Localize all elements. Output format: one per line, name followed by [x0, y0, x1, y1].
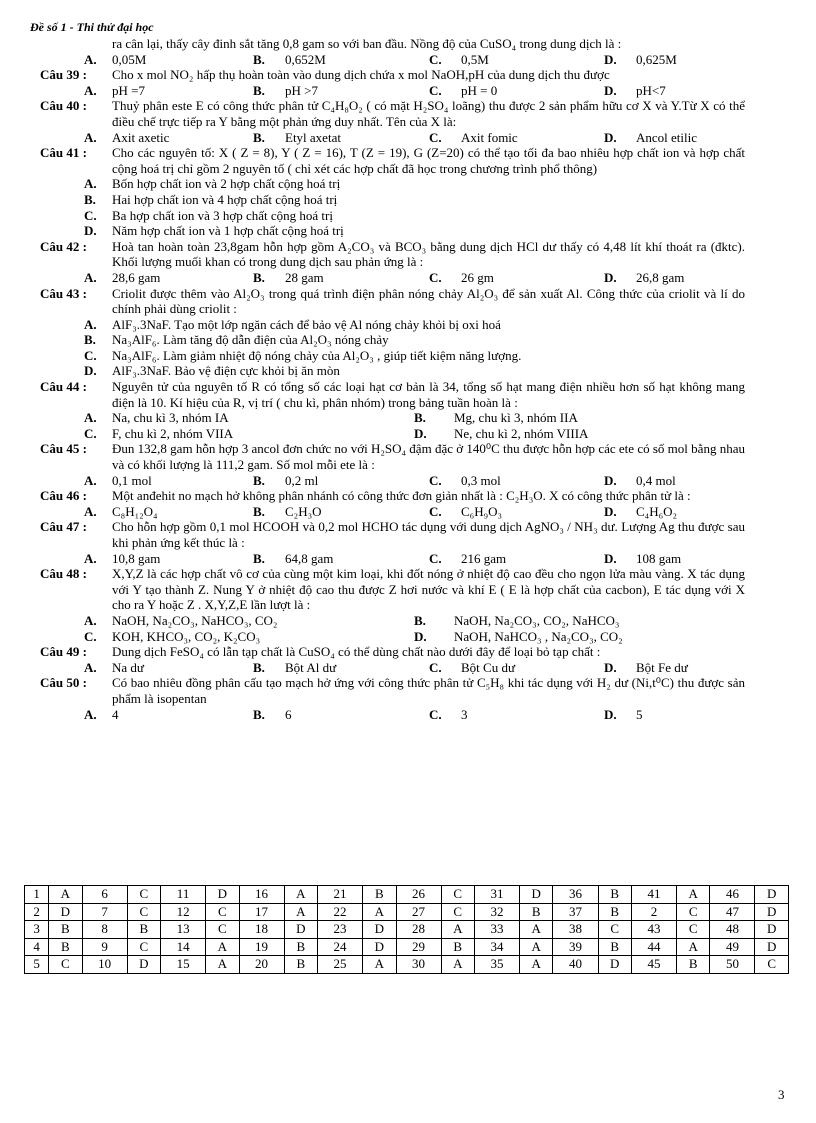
table-cell: D: [755, 903, 789, 921]
table-cell: B: [284, 956, 317, 974]
table-cell: 43: [631, 921, 676, 939]
table-cell: B: [598, 886, 631, 904]
table-cell: B: [363, 886, 396, 904]
option-text: 0,5M: [461, 51, 489, 67]
table-cell: 41: [631, 886, 676, 904]
table-cell: 14: [161, 938, 206, 956]
table-cell: B: [49, 921, 82, 939]
table-cell: C: [127, 938, 160, 956]
table-cell: B: [441, 938, 474, 956]
table-cell: 9: [82, 938, 127, 956]
table-cell: 24: [318, 938, 363, 956]
table-cell: B: [677, 956, 710, 974]
table-cell: 2: [631, 903, 676, 921]
table-cell: A: [520, 921, 553, 939]
question-40: Câu 40 : Thuỷ phân este E có công thức phân tử C₄H₈O₂ ( có mặt H₂SO₄ loãng) thu được 2 sản phẩm hữu cơ X và Y.Từ X có thể điều chế trực tiếp ra Y bằng một phản ứng duy nhất. Tên của X là:: [40, 98, 745, 129]
table-cell: 33: [474, 921, 519, 939]
table-cell: C: [206, 903, 239, 921]
question-49: Câu 49 : Dung dịch FeSO₄ có lẫn tạp chất là CuSO₄ có thể dùng chất nào dưới đây để loại bỏ tạp chất :: [40, 644, 601, 660]
table-cell: C: [127, 886, 160, 904]
table-cell: 32: [474, 903, 519, 921]
table-cell: 31: [474, 886, 519, 904]
table-cell: B: [127, 921, 160, 939]
table-cell: A: [206, 956, 239, 974]
table-row: [25, 886, 789, 904]
option-text: 0,05M: [112, 51, 147, 67]
table-cell: 17: [239, 903, 284, 921]
table-cell: A: [677, 886, 710, 904]
table-cell: A: [49, 886, 82, 904]
table-cell: C: [677, 921, 710, 939]
table-cell: D: [755, 938, 789, 956]
table-cell: 27: [396, 903, 441, 921]
question-46: Câu 46 : Một anđehit no mạch hở không phân nhánh có công thức đơn giản nhất là : C₂H₃O. X có công thức phân tử là :: [40, 488, 691, 504]
table-cell: 26: [396, 886, 441, 904]
table-cell: D: [755, 886, 789, 904]
table-cell: 5: [25, 956, 49, 974]
table-row: [25, 938, 789, 956]
table-cell: 47: [710, 903, 755, 921]
table-cell: C: [441, 886, 474, 904]
table-cell: D: [284, 921, 317, 939]
table-cell: A: [520, 938, 553, 956]
table-cell: 20: [239, 956, 284, 974]
table-cell: 10: [82, 956, 127, 974]
table-cell: 3: [25, 921, 49, 939]
options-46: A. C₈H₁₂O₄ B. C₂H₃O C. C₆H₉O₃ D. C₄H₆O₂: [84, 503, 678, 519]
options-45: A. 0,1 mol B. 0,2 ml C. 0,3 mol D. 0,4 mol: [84, 472, 676, 488]
table-cell: D: [363, 938, 396, 956]
table-cell: 37: [553, 903, 598, 921]
table-cell: 49: [710, 938, 755, 956]
table-cell: D: [520, 886, 553, 904]
table-cell: C: [206, 921, 239, 939]
table-cell: A: [441, 956, 474, 974]
table-cell: 7: [82, 903, 127, 921]
table-cell: 21: [318, 886, 363, 904]
table-cell: 39: [553, 938, 598, 956]
table-cell: 46: [710, 886, 755, 904]
table-row: [25, 956, 789, 974]
options-49: A. Na dư B. Bột Al dư C. Bột Cu dư D. Bột Fe dư: [84, 659, 688, 675]
table-cell: C: [441, 903, 474, 921]
table-cell: B: [598, 903, 631, 921]
question-42: Câu 42 : Hoà tan hoàn toàn 23,8gam hỗn hợp gồm A₂CO₃ và BCO₃ bằng dung dịch HCl dư thấy có 4,48 lít khí thoát ra (đktc). Khối lượng muối khan có trong dung dịch sau phản ứng là :: [40, 238, 745, 270]
table-cell: B: [284, 938, 317, 956]
question-39: Câu 39 : Cho x mol NO₂ hấp thụ hoàn toàn vào dung dịch chứa x mol NaOH,pH của dung dịch thu được: [40, 67, 610, 83]
table-cell: 4: [25, 938, 49, 956]
table-cell: 1: [25, 886, 49, 904]
options-40: A. Axit axetic B. Etyl axetat C. Axit fomic D. Ancol etilic: [84, 129, 698, 145]
table-row: [25, 921, 789, 939]
options-42: A. 28,6 gam B. 28 gam C. 26 gm D. 26,8 gam: [84, 269, 685, 285]
question-48: Câu 48 : X,Y,Z là các hợp chất vô cơ của cùng một kim loại, khi đốt nóng ở nhiệt độ cao đều cho ngọn lửa màu vàng. X tác dụng với Y tạo thành Z. Nung Y ở nhiệt độ cao thu được Z hơi nước và khí E ( E là hợp chất của cacbon), E tác dụng với X cho ra Y hoặc Z . X,Y,Z,E lần lượt là :: [40, 566, 745, 613]
table-cell: 18: [239, 921, 284, 939]
table-cell: 35: [474, 956, 519, 974]
table-cell: D: [127, 956, 160, 974]
table-cell: A: [363, 956, 396, 974]
table-cell: A: [363, 903, 396, 921]
table-cell: 30: [396, 956, 441, 974]
page-number: 3: [778, 1087, 785, 1102]
question-list: ra cân lại, thấy cây đinh sắt tăng 0,8 gam so với ban đầu. Nồng độ của CuSO₄ trong dung dịch là : A. 0,05M B. 0,652M C. 0,5M D. 0,625M Câu 39 : Cho x mol NO₂ hấp thụ hoàn toàn vào dung dịch chứa x mol NaOH,pH của dung dịch thu được A. pH =7 B. pH >7 C. pH = 0 D. pH<7 Câu 40 : Thuỷ phân este E có công thức phân tử C₄H₈O₂ ( có mặt H₂SO₄ loãng) thu được 2 sản phẩm hữu cơ X và Y.Từ X có thể điều chế trực tiếp ra Y bằng một phản ứng duy nhất. Tên của X là: A. Axit axetic B. Etyl axetat C. Axit fomic D. Ancol etilic Câu 41 : Cho các nguyên tố: X ( Z = 8), Y ( Z = 16), T (Z = 19), G (Z=20) có thể tạo tối đa bao nhiêu hợp chất ion và hợp chất cộng hoá trị chỉ gồm 2 nguyên tố ( chỉ xét các hợp chất đã học trong chương trình phổ thông) A. Bốn hợp chất ion và 2 hợp chất cộng hoá trị B. Hai hợp chất ion và 4 hợp chất cộng hoá trị C. Ba hợp chất ion và 3 hợp chất cộng hoá trị D. Năm hợp chất ion và 1 hợp chất cộng hoá trị Câu 42 : Hoà tan hoàn toàn 23,8gam hỗn hợp gồm A₂CO₃ và BCO₃ bằng dung dịch HCl dư thấy có 4,48 lít khí thoát ra (đktc). Khối lượng muối khan có trong dung dịch sau phản ứng là : A. 28,6 gam B. 28 gam C. 26 gm D. 26,8 gam Câu 43 : Criolit được thêm vào Al₂O₃ trong quá trình điện phân nóng chảy Al₂O₃ để sản xuất Al. Công thức của criolit và lí do chính phải dùng criolit : A. AlF₃.3NaF. Tạo một lớp ngăn cách để bảo vệ Al nóng chảy khỏi bị oxi hoá B. Na₃AlF₆. Làm tăng độ dẫn điện của Al₂O₃ nóng chảy C. Na₃AlF₆. Làm giảm nhiệt độ nóng chảy của Al₂O₃ , giúp tiết kiệm năng lượng. D. AlF₃.3NaF. Bảo vệ điện cực khỏi bị ăn mòn Câu 44 : Nguyên tử của nguyên tố R có tổng số các loại hạt cơ bản là 34, tổng số hạt mang điện nhiều hơn số hạt không mang điện là 10. Kí hiệu của R, vị trí ( chu kì, phân nhóm) trong bảng tuần hoàn là : A. Na, chu kì 3, nhóm IA B. Mg, chu kì 3, nhóm IIA C. F, chu kì 2, nhóm VIIA D. Ne, chu kì 2, nhóm VIIIA Câu 45 : Đun 132,8 gam hỗn hợp 3 ancol đơn chức no với H₂SO₄ đậm đặc ở 140⁰C thu được hỗn hợp các ete có số mol bằng nhau và có khối lượng là 111,2 gam. Số mol mỗi ete là : A. 0,1 mol B. 0,2 ml C. 0,3 mol D. 0,4 mol Câu 46 : Một anđehit no mạch hở không phân nhánh có công thức đơn giản nhất là : C₂H₃O. X có công thức phân tử là : A. C₈H₁₂O₄ B. C₂H₃O C. C₆H₉O₃ D. C₄H₆O₂ Câu 47 : Cho hỗn hợp gồm 0,1 mol HCOOH và 0,2 mol HCHO tác dụng với dung dịch AgNO₃ / NH₃ dư. Lượng Ag thu được sau khi phản ứng kết thúc là : A. 10,8 gam B. 64,8 gam C. 216 gam D. 108 gam Câu 48 : X,Y,Z là các hợp chất vô cơ của cùng một kim loại, khi đốt nóng ở nhiệt độ cao đều cho ngọn lửa màu vàng. X tác dụng với Y tạo thành Z. Nung Y ở nhiệt độ cao thu được Z hơi nước và khí E ( E là hợp chất của cacbon), E tác dụng với X cho ra Y hoặc Z . X,Y,Z,E lần lượt là : A. NaOH, Na₂CO₃, NaHCO₃, CO₂ B. NaOH, Na₂CO₃, CO₂, NaHCO₃ C. KOH, KHCO₃, CO₂, K₂CO₃ D. NaOH, NaHCO₃ , Na₂CO₃, CO₂ Câu 49 : Dung dịch FeSO₄ có lẫn tạp chất là CuSO₄ có thể dùng chất nào dưới đây để loại bỏ tạp chất : A. Na dư B. Bột Al dư C. Bột Cu dư D. Bột Fe dư Câu 50 : Có bao nhiêu đồng phân cấu tạo mạch hở ứng với công thức phân tử C₅H₈ khi tác dụng với H₂ dư (Ni,t⁰C) thu được sản phẩm là isopentan A. 4 B. 6 C. 3 D. 5: [40, 36, 745, 722]
table-cell: D: [598, 956, 631, 974]
intro-options: A. 0,05M B. 0,652M C. 0,5M D. 0,625M: [84, 51, 677, 67]
table-cell: 34: [474, 938, 519, 956]
table-cell: D: [363, 921, 396, 939]
question-43: Câu 43 : Criolit được thêm vào Al₂O₃ trong quá trình điện phân nóng chảy Al₂O₃ để sản xuất Al. Công thức của criolit và lí do chính phải dùng criolit :: [40, 285, 745, 317]
table-cell: 29: [396, 938, 441, 956]
table-cell: C: [598, 921, 631, 939]
table-cell: 23: [318, 921, 363, 939]
table-cell: 40: [553, 956, 598, 974]
page-header: Đề số 1 - Thi thử đại học: [30, 20, 154, 34]
table-cell: 28: [396, 921, 441, 939]
intro-text: ra cân lại, thấy cây đinh sắt tăng 0,8 gam so với ban đầu. Nồng độ của CuSO₄ trong dung dịch là :: [112, 36, 622, 51]
table-row: [25, 903, 789, 921]
table-cell: 48: [710, 921, 755, 939]
table-cell: C: [127, 903, 160, 921]
options-50: A. 4 B. 6 C. 3 D. 5: [84, 706, 643, 722]
table-cell: 38: [553, 921, 598, 939]
table-cell: B: [520, 903, 553, 921]
table-cell: 50: [710, 956, 755, 974]
table-cell: 22: [318, 903, 363, 921]
option-text: 0,652M: [285, 51, 326, 67]
table-cell: B: [49, 938, 82, 956]
table-cell: 12: [161, 903, 206, 921]
table-cell: D: [49, 903, 82, 921]
table-cell: D: [755, 921, 789, 939]
table-cell: A: [284, 886, 317, 904]
table-cell: 36: [553, 886, 598, 904]
table-cell: C: [677, 903, 710, 921]
answer-table: [24, 885, 789, 974]
table-cell: 44: [631, 938, 676, 956]
options-47: A. 10,8 gam B. 64,8 gam C. 216 gam D. 108 gam: [84, 550, 682, 566]
table-cell: A: [677, 938, 710, 956]
table-cell: B: [598, 938, 631, 956]
table-cell: 6: [82, 886, 127, 904]
table-cell: 25: [318, 956, 363, 974]
table-cell: 8: [82, 921, 127, 939]
table-cell: 15: [161, 956, 206, 974]
table-cell: A: [206, 938, 239, 956]
table-cell: 19: [239, 938, 284, 956]
question-44: Câu 44 : Nguyên tử của nguyên tố R có tổng số các loại hạt cơ bản là 34, tổng số hạt mang điện nhiều hơn số hạt không mang điện là 10. Kí hiệu của R, vị trí ( chu kì, phân nhóm) trong bảng tuần hoàn là :: [40, 379, 745, 410]
table-cell: 2: [25, 903, 49, 921]
table-cell: A: [284, 903, 317, 921]
table-cell: 11: [161, 886, 206, 904]
table-cell: 45: [631, 956, 676, 974]
question-45: Câu 45 : Đun 132,8 gam hỗn hợp 3 ancol đơn chức no với H₂SO₄ đậm đặc ở 140⁰C thu được hỗn hợp các ete có số mol bằng nhau và có khối lượng là 111,2 gam. Số mol mỗi ete là :: [40, 441, 745, 473]
table-cell: D: [206, 886, 239, 904]
question-50: Câu 50 : Có bao nhiêu đồng phân cấu tạo mạch hở ứng với công thức phân tử C₅H₈ khi tác dụng với H₂ dư (Ni,t⁰C) thu được sản phẩm là isopentan: [40, 675, 745, 706]
table-cell: C: [49, 956, 82, 974]
options-39: A. pH =7 B. pH >7 C. pH = 0 D. pH<7: [84, 82, 666, 98]
table-cell: A: [441, 921, 474, 939]
question-47: Câu 47 : Cho hỗn hợp gồm 0,1 mol HCOOH và 0,2 mol HCHO tác dụng với dung dịch AgNO₃ / NH₃ dư. Lượng Ag thu được sau khi phản ứng kết thúc là :: [40, 519, 745, 550]
question-41: Câu 41 : Cho các nguyên tố: X ( Z = 8), Y ( Z = 16), T (Z = 19), G (Z=20) có thể tạo tối đa bao nhiêu hợp chất ion và hợp chất cộng hoá trị chỉ gồm 2 nguyên tố ( chỉ xét các hợp chất đã học trong chương trình phổ thông): [40, 145, 745, 176]
table-cell: 16: [239, 886, 284, 904]
option-text: 0,625M: [636, 51, 677, 67]
table-cell: A: [520, 956, 553, 974]
table-cell: 13: [161, 921, 206, 939]
table-cell: C: [755, 956, 789, 974]
